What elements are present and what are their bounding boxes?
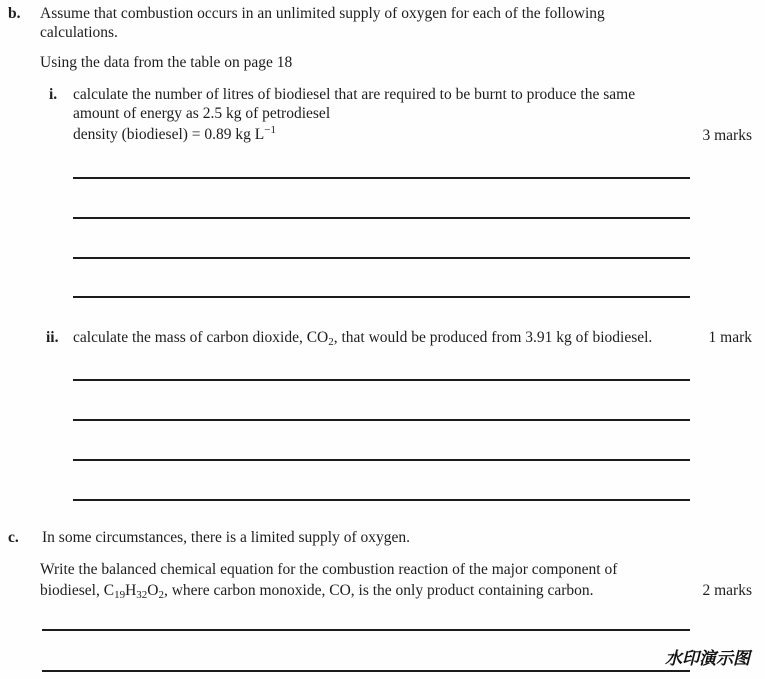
answer-line <box>73 296 690 298</box>
answer-line <box>73 499 690 501</box>
formula-sub-2: 2 <box>158 589 164 601</box>
question-c-marks-label: 2 marks <box>702 582 752 599</box>
formula-sub-32: 32 <box>136 589 148 601</box>
part-i-text-line2: amount of energy as 2.5 kg of petrodiesel <box>73 105 331 122</box>
formula-seg-o: O <box>147 582 159 599</box>
part-ii-text <box>73 328 652 347</box>
part-ii-text-seg2: , that would be produced from 3.91 kg of biodiesel. <box>333 329 653 346</box>
answer-line <box>73 419 690 421</box>
density-exponent: −1 <box>264 124 276 136</box>
formula-seg-h: H <box>125 582 137 599</box>
formula-seg-c: biodiesel, C <box>40 582 115 599</box>
density-value: density (biodiesel) = 0.89 kg L <box>73 126 265 143</box>
answer-line <box>73 217 690 219</box>
question-b-intro-line1: Assume that combustion occurs in an unlimited supply of oxygen for each of the following <box>40 5 605 22</box>
question-c-body-tail: , where carbon monoxide, CO, is the only product containing carbon. <box>163 582 594 599</box>
answer-line <box>73 257 690 259</box>
answer-line <box>42 670 690 672</box>
question-c-intro: In some circumstances, there is a limited supply of oxygen. <box>42 529 411 546</box>
question-b-using-line: Using the data from the table on page 18 <box>40 54 293 71</box>
question-b-intro-line2: calculations. <box>40 24 118 41</box>
part-ii-text-seg1: calculate the mass of carbon dioxide, CO <box>73 329 329 346</box>
part-ii-marks-label: 1 mark <box>708 329 752 346</box>
question-c-body-line1: Write the balanced chemical equation for the combustion reaction of the major component of <box>40 561 618 578</box>
formula-sub-19: 19 <box>114 589 126 601</box>
co2-subscript: 2 <box>328 336 334 348</box>
question-b-label: b. <box>8 5 21 22</box>
answer-line <box>73 379 690 381</box>
question-c-body-line2 <box>40 581 594 600</box>
part-i-marks-label: 3 marks <box>702 127 752 144</box>
answer-line <box>73 459 690 461</box>
watermark-text: 水印演示图 <box>665 649 750 669</box>
question-c-label: c. <box>8 529 19 546</box>
answer-line <box>42 629 690 631</box>
answer-line <box>73 177 690 179</box>
part-i-density-line <box>73 125 276 144</box>
part-i-text-line1: calculate the number of litres of biodiesel that are required to be burnt to produce the same <box>73 86 636 103</box>
part-i-label: i. <box>49 86 58 103</box>
part-ii-label: ii. <box>46 329 59 346</box>
